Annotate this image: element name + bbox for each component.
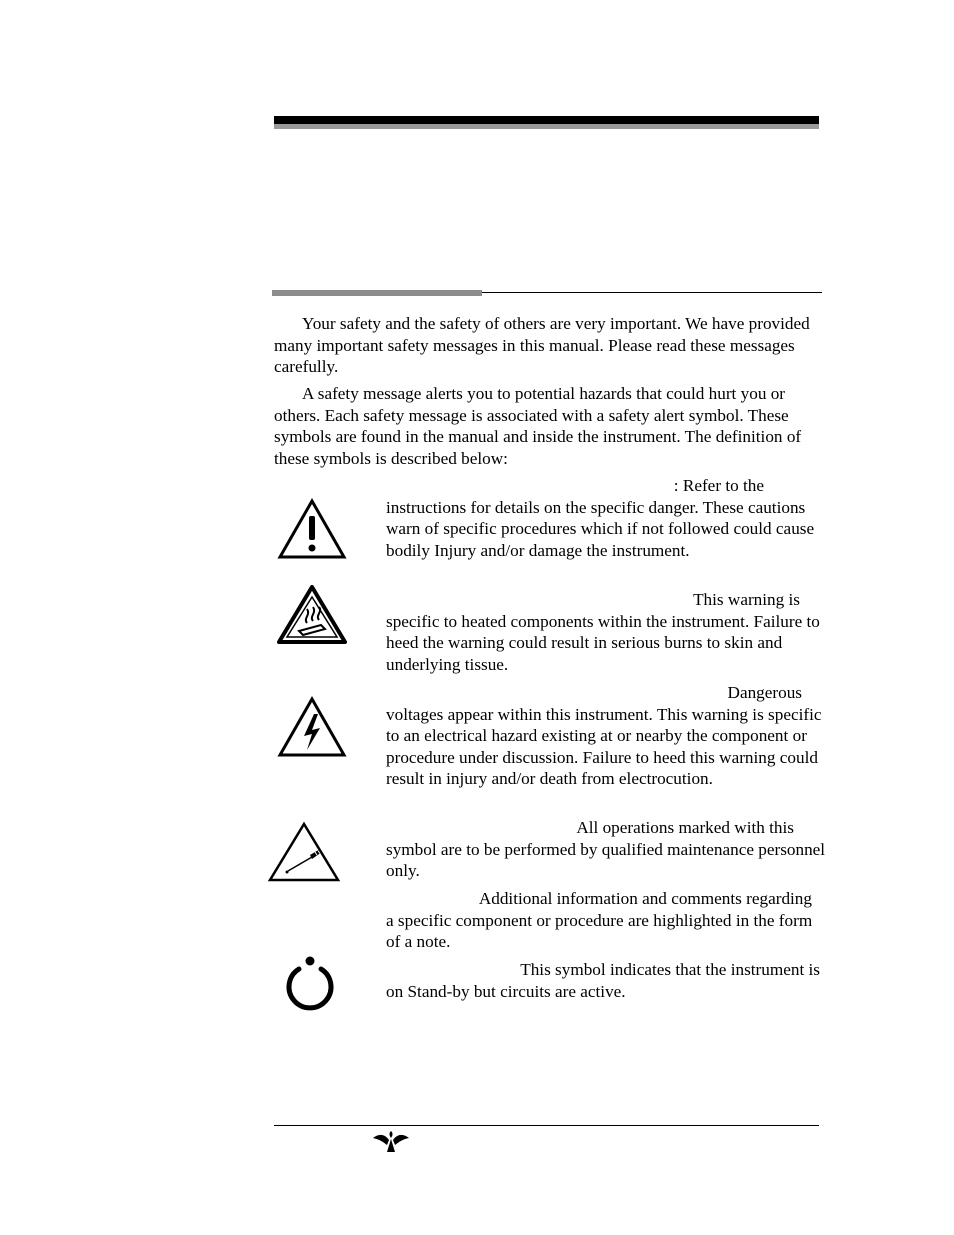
entry-lead: Additional information and comments regarding	[478, 889, 812, 908]
entry-lead: : Refer to the	[673, 476, 764, 495]
symbol-entry-electrical-shock	[386, 682, 826, 790]
header-rule-shadow	[274, 124, 819, 129]
entry-description: instructions for details on the specific danger. These cautions warn of specific procedures which if not followed could cause bodily Injury and/or damage the instrument.	[386, 497, 815, 560]
general-warning-icon	[277, 498, 347, 560]
entry-description: voltages appear within this instrument. This warning is specific to an electrical hazard existing at or nearby the component or procedure under discussion. Failure to heed this warning could result in injury and/or death from electrocution.	[386, 704, 822, 788]
standby-icon	[282, 955, 338, 1013]
entry-description: a specific component or procedure are highlighted in the form of a note.	[386, 910, 813, 951]
entry-lead: Dangerous	[727, 683, 802, 702]
hot-surface-icon	[277, 585, 347, 645]
entry-lead: All operations marked with this	[576, 818, 794, 837]
symbol-entry-hot-surface	[386, 589, 826, 675]
entry-lead: This warning is	[693, 590, 800, 609]
header-rule	[274, 116, 819, 124]
footer-rule	[274, 1125, 819, 1126]
intro-paragraph-2: A safety message alerts you to potential hazards that could hurt you or others. Each safety message is associated with a safety alert symbol. These symbols are found in the manual and inside the instrument. The definition of these symbols is described below:	[274, 384, 802, 468]
entry-description: symbol are to be performed by qualified maintenance personnel only.	[386, 839, 826, 880]
electrical-shock-icon	[277, 696, 347, 758]
symbol-entry-technician	[386, 817, 826, 882]
entry-description: on Stand-by but circuits are active.	[386, 981, 626, 1001]
intro-paragraph-1: Your safety and the safety of others are very important. We have provided many important safety messages in this manual. Please read these messages carefully.	[274, 314, 810, 376]
symbol-entry-standby	[386, 959, 826, 1002]
entry-description: specific to heated components within the instrument. Failure to heed the warning could result in serious burns to skin and underlying tissue.	[386, 611, 820, 674]
technician-symbol-icon	[268, 821, 340, 883]
section-rule-accent	[272, 290, 482, 296]
symbol-entry-general-warning	[386, 475, 826, 561]
entry-lead: This symbol indicates that the instrument is	[520, 960, 820, 979]
section-rule-line	[482, 292, 822, 293]
teledyne-logo-icon	[372, 1131, 410, 1153]
symbol-entry-note	[386, 888, 826, 953]
